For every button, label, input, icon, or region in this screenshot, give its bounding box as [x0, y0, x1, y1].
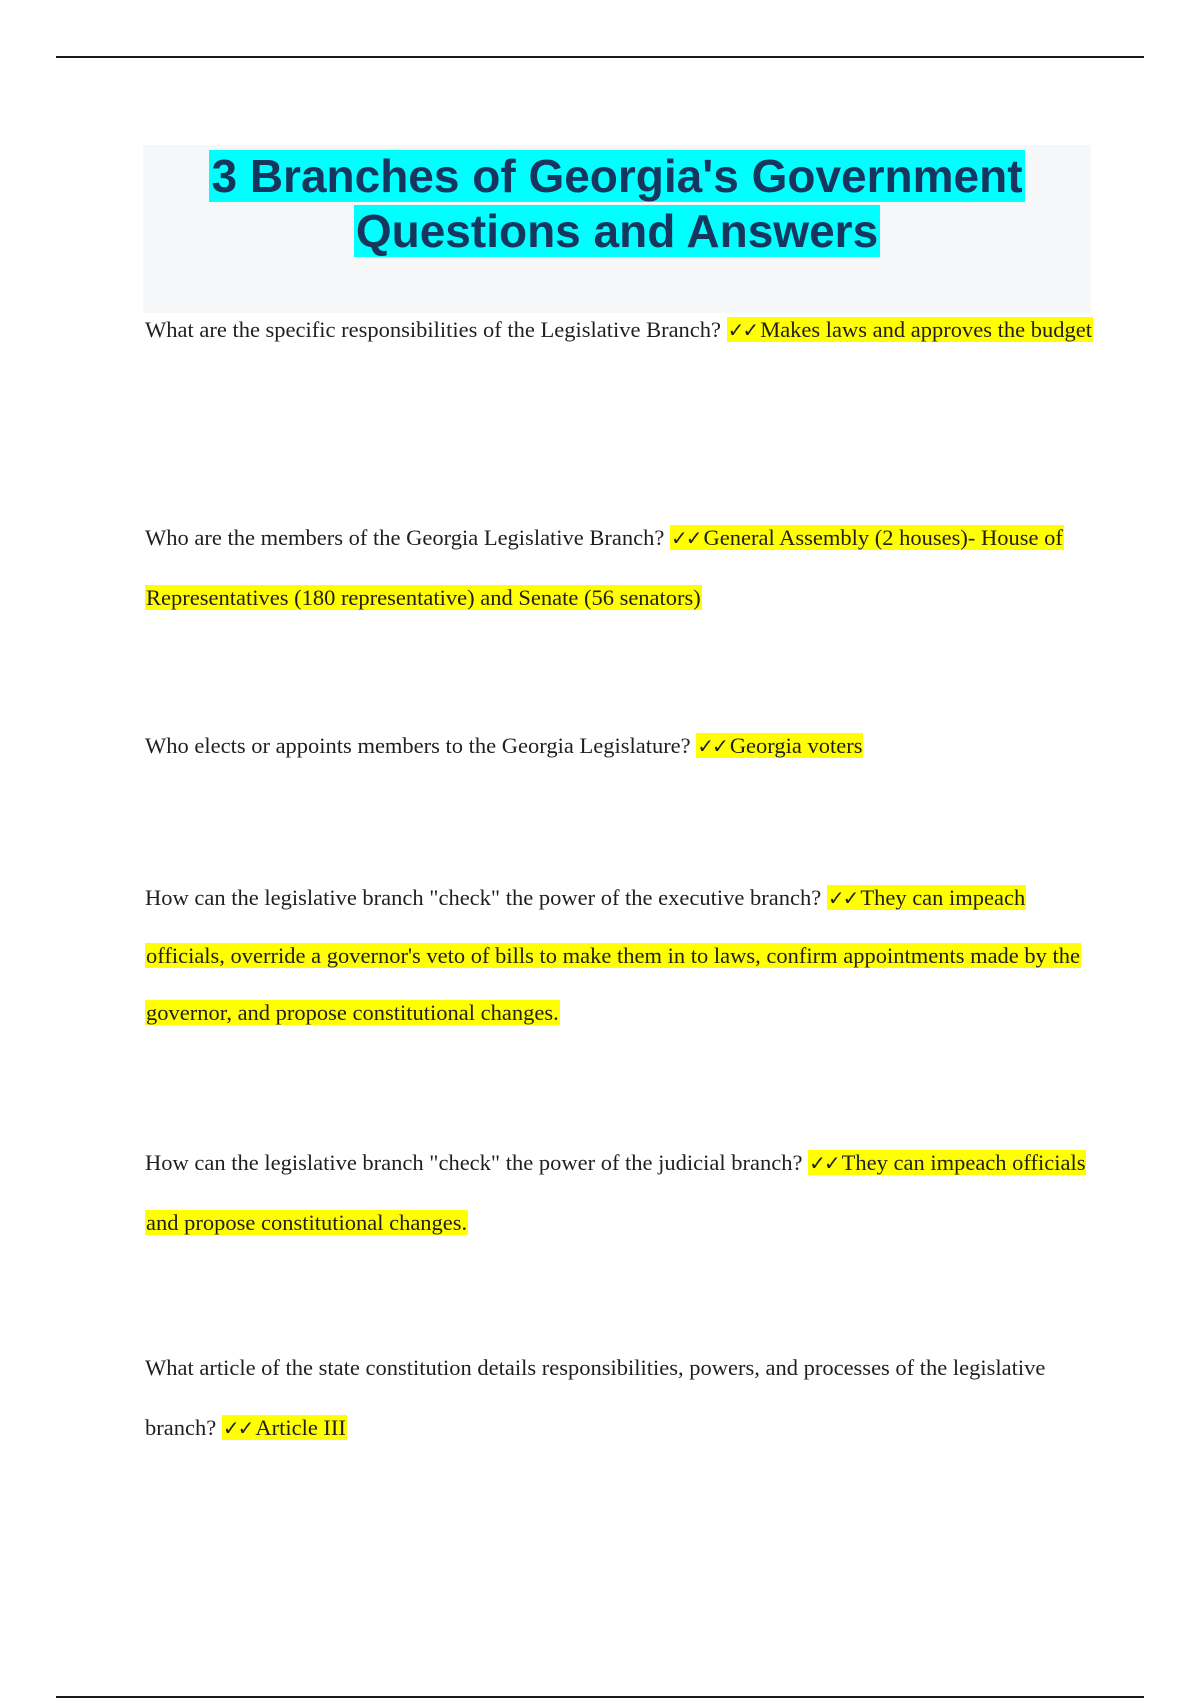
document-title [143, 145, 1091, 259]
answer-5-text: They can impeach officials and propose constitutional changes. [146, 1150, 1086, 1235]
qa-item-3 [145, 716, 1095, 776]
qa-item-1 [145, 300, 1095, 360]
answer-4-text: They can impeach officials, override a governor's veto of bills to make them in to laws, confirm appointments made by the governor, and propose constitutional changes. [146, 885, 1081, 1025]
title-block [143, 145, 1091, 313]
check-icon: ✓✓ [222, 1416, 253, 1440]
bottom-divider [56, 1696, 1144, 1698]
answer-6-text: Article III [255, 1415, 346, 1440]
check-icon: ✓✓ [697, 734, 727, 758]
answer-3-text: Georgia voters [729, 733, 863, 758]
qa-item-4 [145, 869, 1095, 1041]
answer-3 [696, 733, 863, 758]
question-6: What article of the state constitution details responsibilities, powers, and processes of the legislative branch? [145, 1355, 1046, 1440]
answer-1 [727, 317, 1093, 342]
question-2: Who are the members of the Georgia Legislative Branch? [145, 525, 665, 550]
check-icon: ✓✓ [727, 318, 758, 342]
question-1: What are the specific responsibilities of the Legislative Branch? [145, 317, 722, 342]
answer-2-text: General Assembly (2 houses)- House of Representatives (180 representative) and Senate (56 senators) [146, 525, 1063, 610]
question-3: Who elects or appoints members to the Georgia Legislature? [145, 733, 691, 758]
qa-item-2 [145, 508, 1095, 628]
check-icon: ✓✓ [809, 1151, 839, 1175]
question-4: How can the legislative branch "check" the power of the executive branch? [145, 885, 822, 910]
title-line-1: 3 Branches of Georgia's Government [211, 150, 1023, 202]
check-icon: ✓✓ [827, 886, 858, 910]
answer-6 [222, 1415, 347, 1440]
question-5: How can the legislative branch "check" the power of the judicial branch? [145, 1150, 803, 1175]
check-icon: ✓✓ [671, 526, 701, 550]
qa-item-5 [145, 1133, 1095, 1253]
qa-item-6 [145, 1338, 1095, 1458]
title-line-2: Questions and Answers [355, 205, 879, 257]
answer-1-text: Makes laws and approves the budget [760, 317, 1092, 342]
top-divider [56, 56, 1144, 58]
